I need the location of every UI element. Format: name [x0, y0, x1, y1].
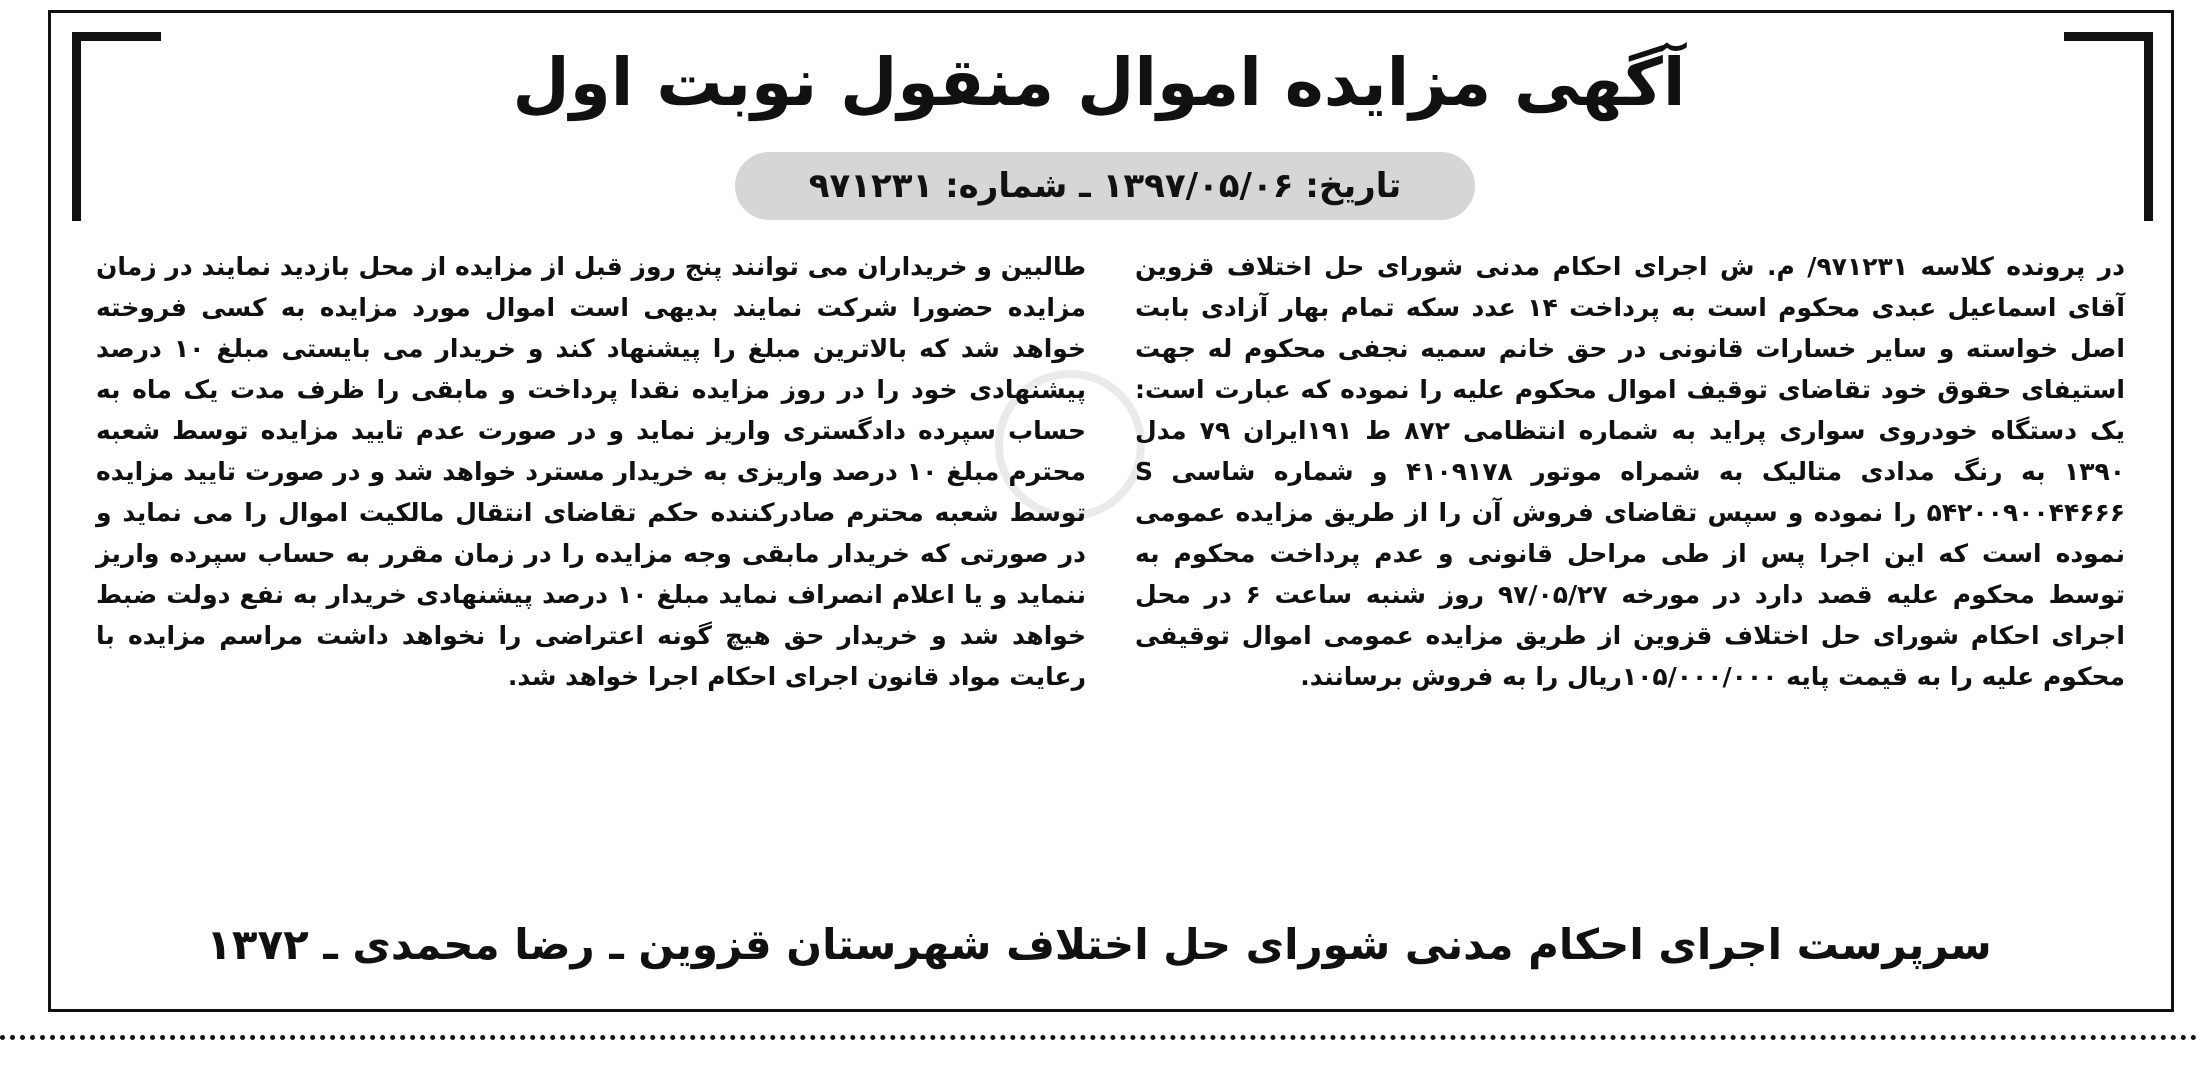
title-bracket-right — [2064, 32, 2153, 221]
title-bracket-left — [72, 32, 161, 221]
notice-body-left-column: طالبین و خریداران می توانند پنج روز قبل از مزایده از محل بازدید نمایند در زمان مزایده حضورا شرکت نمایند بدیهی است اموال مورد مزایده به کسی فروخته خواهد شد که بالاترین مبلغ را پیشنهاد کند و خریدار می بایستی مبلغ ۱۰ درصد پیشنهادی خود را در روز مزایده نقدا پرداخت و مابقی را ظرف مدت یک ماه به حساب سپرده دادگستری واریز نماید و در صورت عدم تایید مزایده توسط شعبه محترم مبلغ ۱۰ درصد واریزی به خریدار مسترد خواهد شد و در صورت تایید مزایده توسط شعبه محترم صادرکننده حکم تقاضای انتقال مالکیت اموال را می نماید و در صورتی که خریدار مابقی وجه مزایده را در زمان مقرر به حساب سپرده واریز ننماید و یا اعلام انصراف نماید مبلغ ۱۰ درصد پیشنهادی خریدار به نفع دولت ضبط خواهد شد و خریدار حق هیچ گونه اعتراضی را نخواهد داشت مراسم مزایده با رعایت مواد قانون اجرای احکام اجرا خواهد شد. — [96, 252, 1086, 691]
date-number-badge: تاریخ: ۱۳۹۷/۰۵/۰۶ ـ شماره: ۹۷۱۲۳۱ — [735, 152, 1475, 220]
notice-body-right-column: در پرونده کلاسه ۹۷۱۲۳۱/ م. ش اجرای احکام مدنی شورای حل اختلاف قزوین آقای اسماعیل عبدی محکوم است به پرداخت ۱۴ عدد سکه تمام بهار آزادی بابت اصل خواسته و سایر خسارات قانونی در حق خانم سمیه نجفی محکوم له جهت استیفای حقوق خود تقاضای توقیف اموال محکوم علیه را نموده که عبارت است: یک دستگاه خودروی سواری پراید به شماره انتظامی ۸۷۲ ط ۱۹۱ایران ۷۹ مدل ۱۳۹۰ به رنگ مدادی متالیک به شمراه موتور ۴۱۰۹۱۷۸ و شماره شاسی S ۵۴۲۰۰۹۰۰۴۴۶۶۶ را نموده و سپس تقاضای فروش آن را از طریق مزایده عمومی نموده است که این اجرا پس از طی مراحل قانونی و عدم پرداخت محکوم به توسط محکوم علیه قصد دارد در مورخه ۹۷/۰۵/۲۷ روز شنبه ساعت ۶ در محل اجرای احکام شورای حل اختلاف قزوین از طریق مزایده عمومی اموال توقیفی محکوم علیه را به قیمت پایه ۱۰۵/۰۰۰/۰۰۰ریال را به فروش برسانند. — [1135, 252, 2126, 691]
notice-title: آگهی مزایده اموال منقول نوبت اول — [512, 44, 1686, 121]
dotted-cut-line — [0, 1035, 2198, 1040]
notice-signature: سرپرست اجرای احکام مدنی شورای حل اختلاف شهرستان قزوین ـ رضا محمدی ـ ۱۳۷۲ — [206, 920, 1992, 969]
